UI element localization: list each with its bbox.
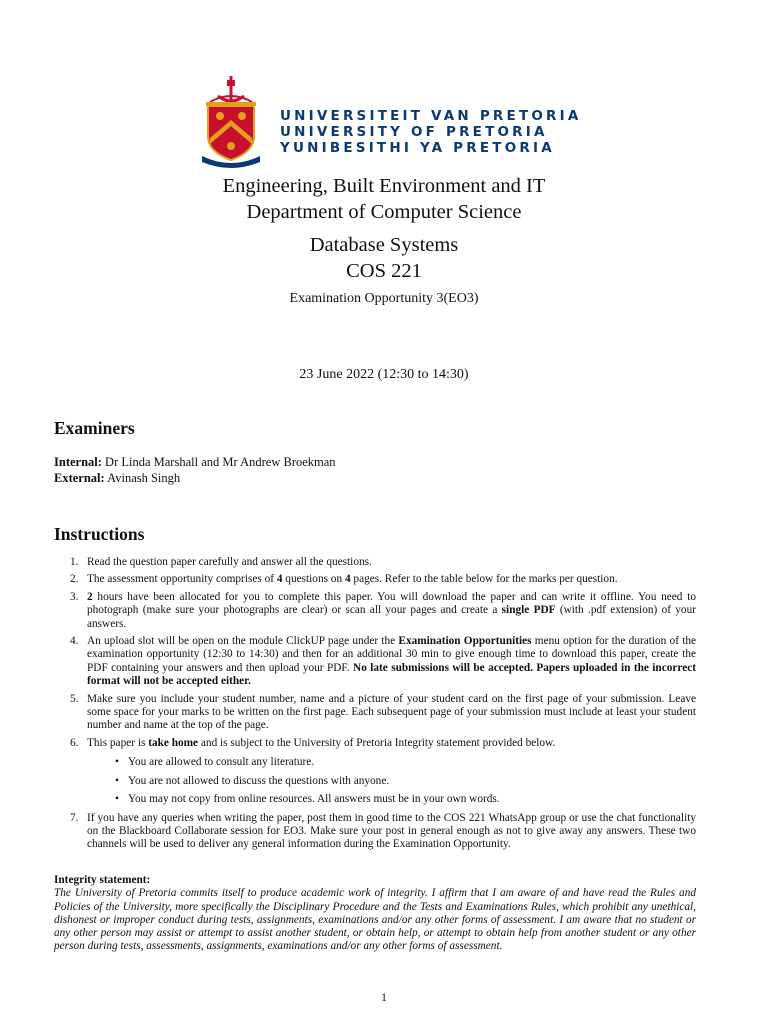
external-examiners-row [54, 470, 336, 486]
item-number: 7. [70, 811, 79, 824]
instructions-heading: Instructions [54, 524, 145, 544]
item-number: 5. [70, 692, 79, 705]
item-number: 2. [70, 573, 79, 586]
instruction-text: menu option for the duration of the examination opportunity (12:30 to 14:30) and then for an additional 30 min to give enough time to download this paper, create the PDF containing your answers and then upload your PDF. [87, 635, 696, 674]
instruction-emphasis: No late submissions will be accepted. Papers uploaded in the incorrect format will not be accepted either. [87, 661, 696, 688]
instructions-list [54, 556, 696, 856]
examiners-heading: Examiners [54, 418, 135, 438]
bullet-text: You are not allowed to discuss the questions with anyone. [128, 774, 390, 787]
instruction-item [54, 812, 696, 852]
item-number: 1. [70, 556, 79, 568]
exam-date: 23 June 2022 (12:30 to 14:30) [299, 367, 469, 382]
instruction-emphasis: 4 [276, 573, 283, 586]
page-number: 1 [381, 990, 387, 1004]
external-label: External: [54, 471, 105, 485]
bullet-item [115, 775, 696, 788]
instruction-emphasis: 4 [344, 573, 351, 586]
integrity-text: The University of Pretoria commits itself to produce academic work of integrity. I affirm that I am aware of and have read the Rules and Policies of the University, more specifically the Disciplinary Procedure and the Tests and Examinations Rules, which prohibit any unethical, dishonest or improper conduct during tests, assignments, examinations and/or any other forms of assessment. I am aware that no student or any other person may assist or attempt to assist another student, or obtain help, or attempt to obtain help from another student or any other person during tests, assessments, assignments, examinations and/or any other forms of assessment. [54, 887, 696, 953]
instruction-text: and is subject to the University of Pretoria Integrity statement provided below. [198, 736, 556, 749]
instruction-text: The assessment opportunity comprises of [87, 573, 277, 586]
course-header [0, 232, 768, 284]
bullet-text: You may not copy from online resources. All answers must be in your own words. [128, 793, 500, 806]
instruction-text: Read the question paper carefully and answer all the questions. [87, 556, 372, 568]
item-number: 3. [70, 590, 79, 603]
faculty-header [0, 173, 768, 225]
exam-title: Examination Opportunity 3(EO3) [289, 291, 479, 306]
instruction-emphasis: Examination Opportunities [398, 635, 532, 648]
internal-examiners-row [54, 454, 336, 470]
university-name-english: UNIVERSITY OF PRETORIA [280, 124, 548, 140]
integrity-statement [54, 874, 696, 954]
instruction-emphasis: take home [148, 736, 199, 749]
item-number: 4. [70, 635, 79, 648]
item-number: 6. [70, 736, 79, 749]
instruction-text: (with .pdf extension) of your answers. [87, 604, 696, 630]
bullet-icon: • [115, 793, 119, 806]
instruction-text: This paper is [87, 736, 149, 749]
bullet-icon: • [115, 756, 119, 769]
instruction-emphasis: 2 [87, 590, 93, 603]
instruction-item [54, 737, 696, 807]
university-name-sepedi: YUNIBESITHI YA PRETORIA [280, 140, 555, 156]
university-crest-icon [200, 76, 262, 168]
course-code: COS 221 [346, 260, 422, 282]
bullet-list [87, 756, 696, 806]
department-name: Department of Computer Science [246, 201, 522, 223]
bullet-text: You are allowed to consult any literature. [128, 756, 315, 769]
instruction-item [54, 573, 696, 586]
instruction-text: Make sure you include your student number, name and a picture of your student card on the first page of your submission. Leave some space for your marks to be written on the first page. Each subsequent page of your submission must include at least your student number and name at the top of the page. [87, 692, 696, 732]
internal-label: Internal: [54, 455, 102, 469]
instruction-item [54, 693, 696, 733]
internal-examiners: Dr Linda Marshall and Mr Andrew Broekman [105, 455, 336, 469]
course-name: Database Systems [309, 234, 459, 256]
instruction-item [54, 635, 696, 689]
bullet-item [115, 756, 696, 769]
examiners-block [54, 454, 336, 486]
university-name-lines [280, 108, 582, 156]
faculty-name: Engineering, Built Environment and IT [222, 175, 546, 197]
instruction-text: An upload slot will be open on the module ClickUP page under the [87, 635, 399, 648]
instruction-text: If you have any queries when writing the paper, post them in good time to the COS 221 WhatsApp group or use the chat functionality on the Blackboard Collaborate session for EO3. Make sure your post in general enough as not to give away any answers. These two channels will be used to deliver any general information during the Examination Opportunity. [87, 811, 696, 851]
instruction-text: hours have been allocated for you to complete this paper. You will download the paper and can write it offline. You need to photograph (make sure your photographs are clear) or scan all your pages and create a [87, 590, 696, 617]
instruction-text: pages. Refer to the table below for the marks per question. [350, 573, 618, 586]
instruction-emphasis: single PDF [501, 604, 556, 617]
university-name-afrikaans: UNIVERSITEIT VAN PRETORIA [280, 108, 582, 124]
instruction-text: questions on [282, 573, 345, 586]
integrity-title: Integrity statement: [54, 874, 151, 886]
external-examiners: Avinash Singh [107, 471, 181, 485]
university-logo [200, 76, 582, 168]
bullet-item [115, 793, 696, 806]
instruction-item [54, 556, 696, 569]
instruction-item [54, 591, 696, 631]
bullet-icon: • [115, 774, 119, 787]
